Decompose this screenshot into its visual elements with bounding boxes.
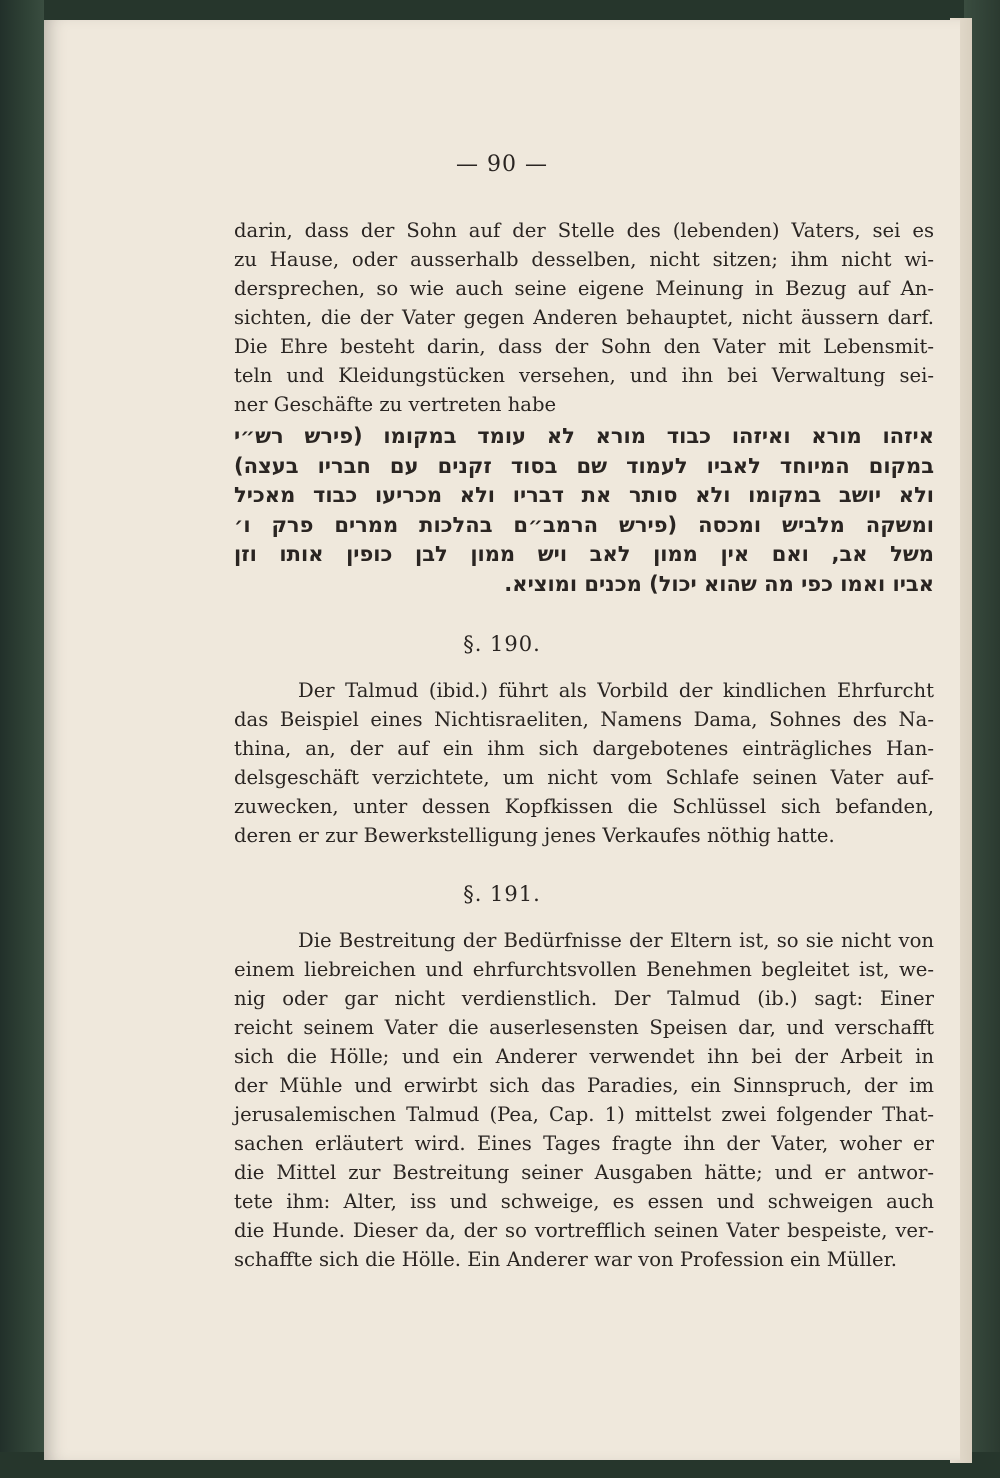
- text-line: die Hunde. Dieser da, der so vortrefflich seinen Vater bespeiste, ver-: [234, 1219, 934, 1242]
- text-line: ner Geschäfte zu vertreten habe: [234, 393, 557, 416]
- hebrew-line: ולא יושב במקומו ולא סותר את דבריו ולא מכריעו כבוד מאכיל: [234, 483, 934, 507]
- text-line: darin, dass der Sohn auf der Stelle des (lebenden) Vaters, sei es: [234, 219, 934, 242]
- text-line: einem liebreichen und ehrfurchtsvollen Benehmen begleitet ist, we-: [234, 958, 934, 981]
- hebrew-line: ומשקה מלביש ומכסה (פירש הרמב״ם בהלכות ממרים פרק ו׳: [234, 512, 934, 537]
- paragraph-intro: [234, 216, 934, 419]
- text-line: der Mühle und erwirbt sich das Paradies, ein Sinnspruch, der im: [234, 1074, 934, 1097]
- book-cover-left: [0, 0, 44, 1478]
- text-line: sich die Hölle; und ein Anderer verwendet ihn bei der Arbeit in: [234, 1045, 934, 1068]
- hebrew-quotation: [234, 422, 934, 599]
- text-line: teln und Kleidungstücken versehen, und ihn bei Verwaltung sei-: [234, 364, 934, 387]
- section-heading-190: §. 190.: [463, 632, 541, 656]
- hebrew-line: איזהו מורא ואיזהו כבוד מורא לא עומד במקומו (פירש רש״י: [234, 424, 934, 448]
- text-line: Die Bestreitung der Bedürfnisse der Eltern ist, so sie nicht von: [298, 929, 934, 952]
- hebrew-line: במקום המיוחד לאביו לעמוד שם בסוד זקנים עם חבריו בעצה): [234, 453, 934, 478]
- text-line: dersprechen, so wie auch seine eigene Meinung in Bezug auf An-: [234, 277, 934, 300]
- hebrew-line: משל אב, ואם אין ממון לאב ויש ממון לבן כופין אותו וזן: [234, 542, 934, 566]
- text-line: die Mittel zur Bestreitung seiner Ausgaben hätte; und er antwor-: [234, 1161, 934, 1184]
- text-line: thina, an, der auf ein ihm sich dargebotenes einträgliches Han-: [234, 737, 934, 760]
- text-line: sichten, die der Vater gegen Anderen behauptet, nicht äussern darf.: [234, 306, 934, 329]
- text-line: jerusalemischen Talmud (Pea, Cap. 1) mittelst zwei folgender That-: [234, 1103, 934, 1126]
- text-line: reicht seinem Vater die auserlesensten Speisen dar, und verschafft: [234, 1016, 934, 1039]
- text-line: das Beispiel eines Nichtisraeliten, Namens Dama, Sohnes des Na-: [234, 708, 934, 731]
- paragraph-191: [234, 926, 934, 1274]
- paragraph-190: [234, 676, 934, 850]
- page-number: — 90 —: [456, 152, 548, 177]
- text-line: delsgeschäft verzichtete, um nicht vom Schlafe seinen Vater auf-: [234, 766, 934, 789]
- text-line: zuwecken, unter dessen Kopfkissen die Schlüssel sich befanden,: [234, 795, 934, 818]
- book-page: [44, 20, 960, 1460]
- text-line: sachen erläutert wird. Eines Tages fragte ihn der Vater, woher er: [234, 1132, 934, 1155]
- text-line: Der Talmud (ibid.) führt als Vorbild der kindlichen Ehrfurcht: [298, 679, 934, 702]
- text-line: tete ihm: Alter, iss und schweige, es essen und schweigen auch: [234, 1190, 934, 1213]
- text-line: nig oder gar nicht verdienstlich. Der Talmud (ib.) sagt: Einer: [234, 987, 934, 1010]
- text-line: Die Ehre besteht darin, dass der Sohn den Vater mit Lebensmit-: [234, 335, 934, 358]
- text-line: zu Hause, oder ausserhalb desselben, nicht sitzen; ihm nicht wi-: [234, 248, 934, 271]
- text-line: schaffte sich die Hölle. Ein Anderer war von Profession ein Müller.: [234, 1248, 898, 1271]
- text-line: deren er zur Bewerkstelligung jenes Verkaufes nöthig hatte.: [234, 824, 835, 847]
- book-cover-top: [0, 0, 1000, 22]
- hebrew-line: אביו ואמו כפי מה שהוא יכול) מכנים ומוציא.: [504, 571, 934, 596]
- section-heading-191: §. 191.: [463, 882, 541, 906]
